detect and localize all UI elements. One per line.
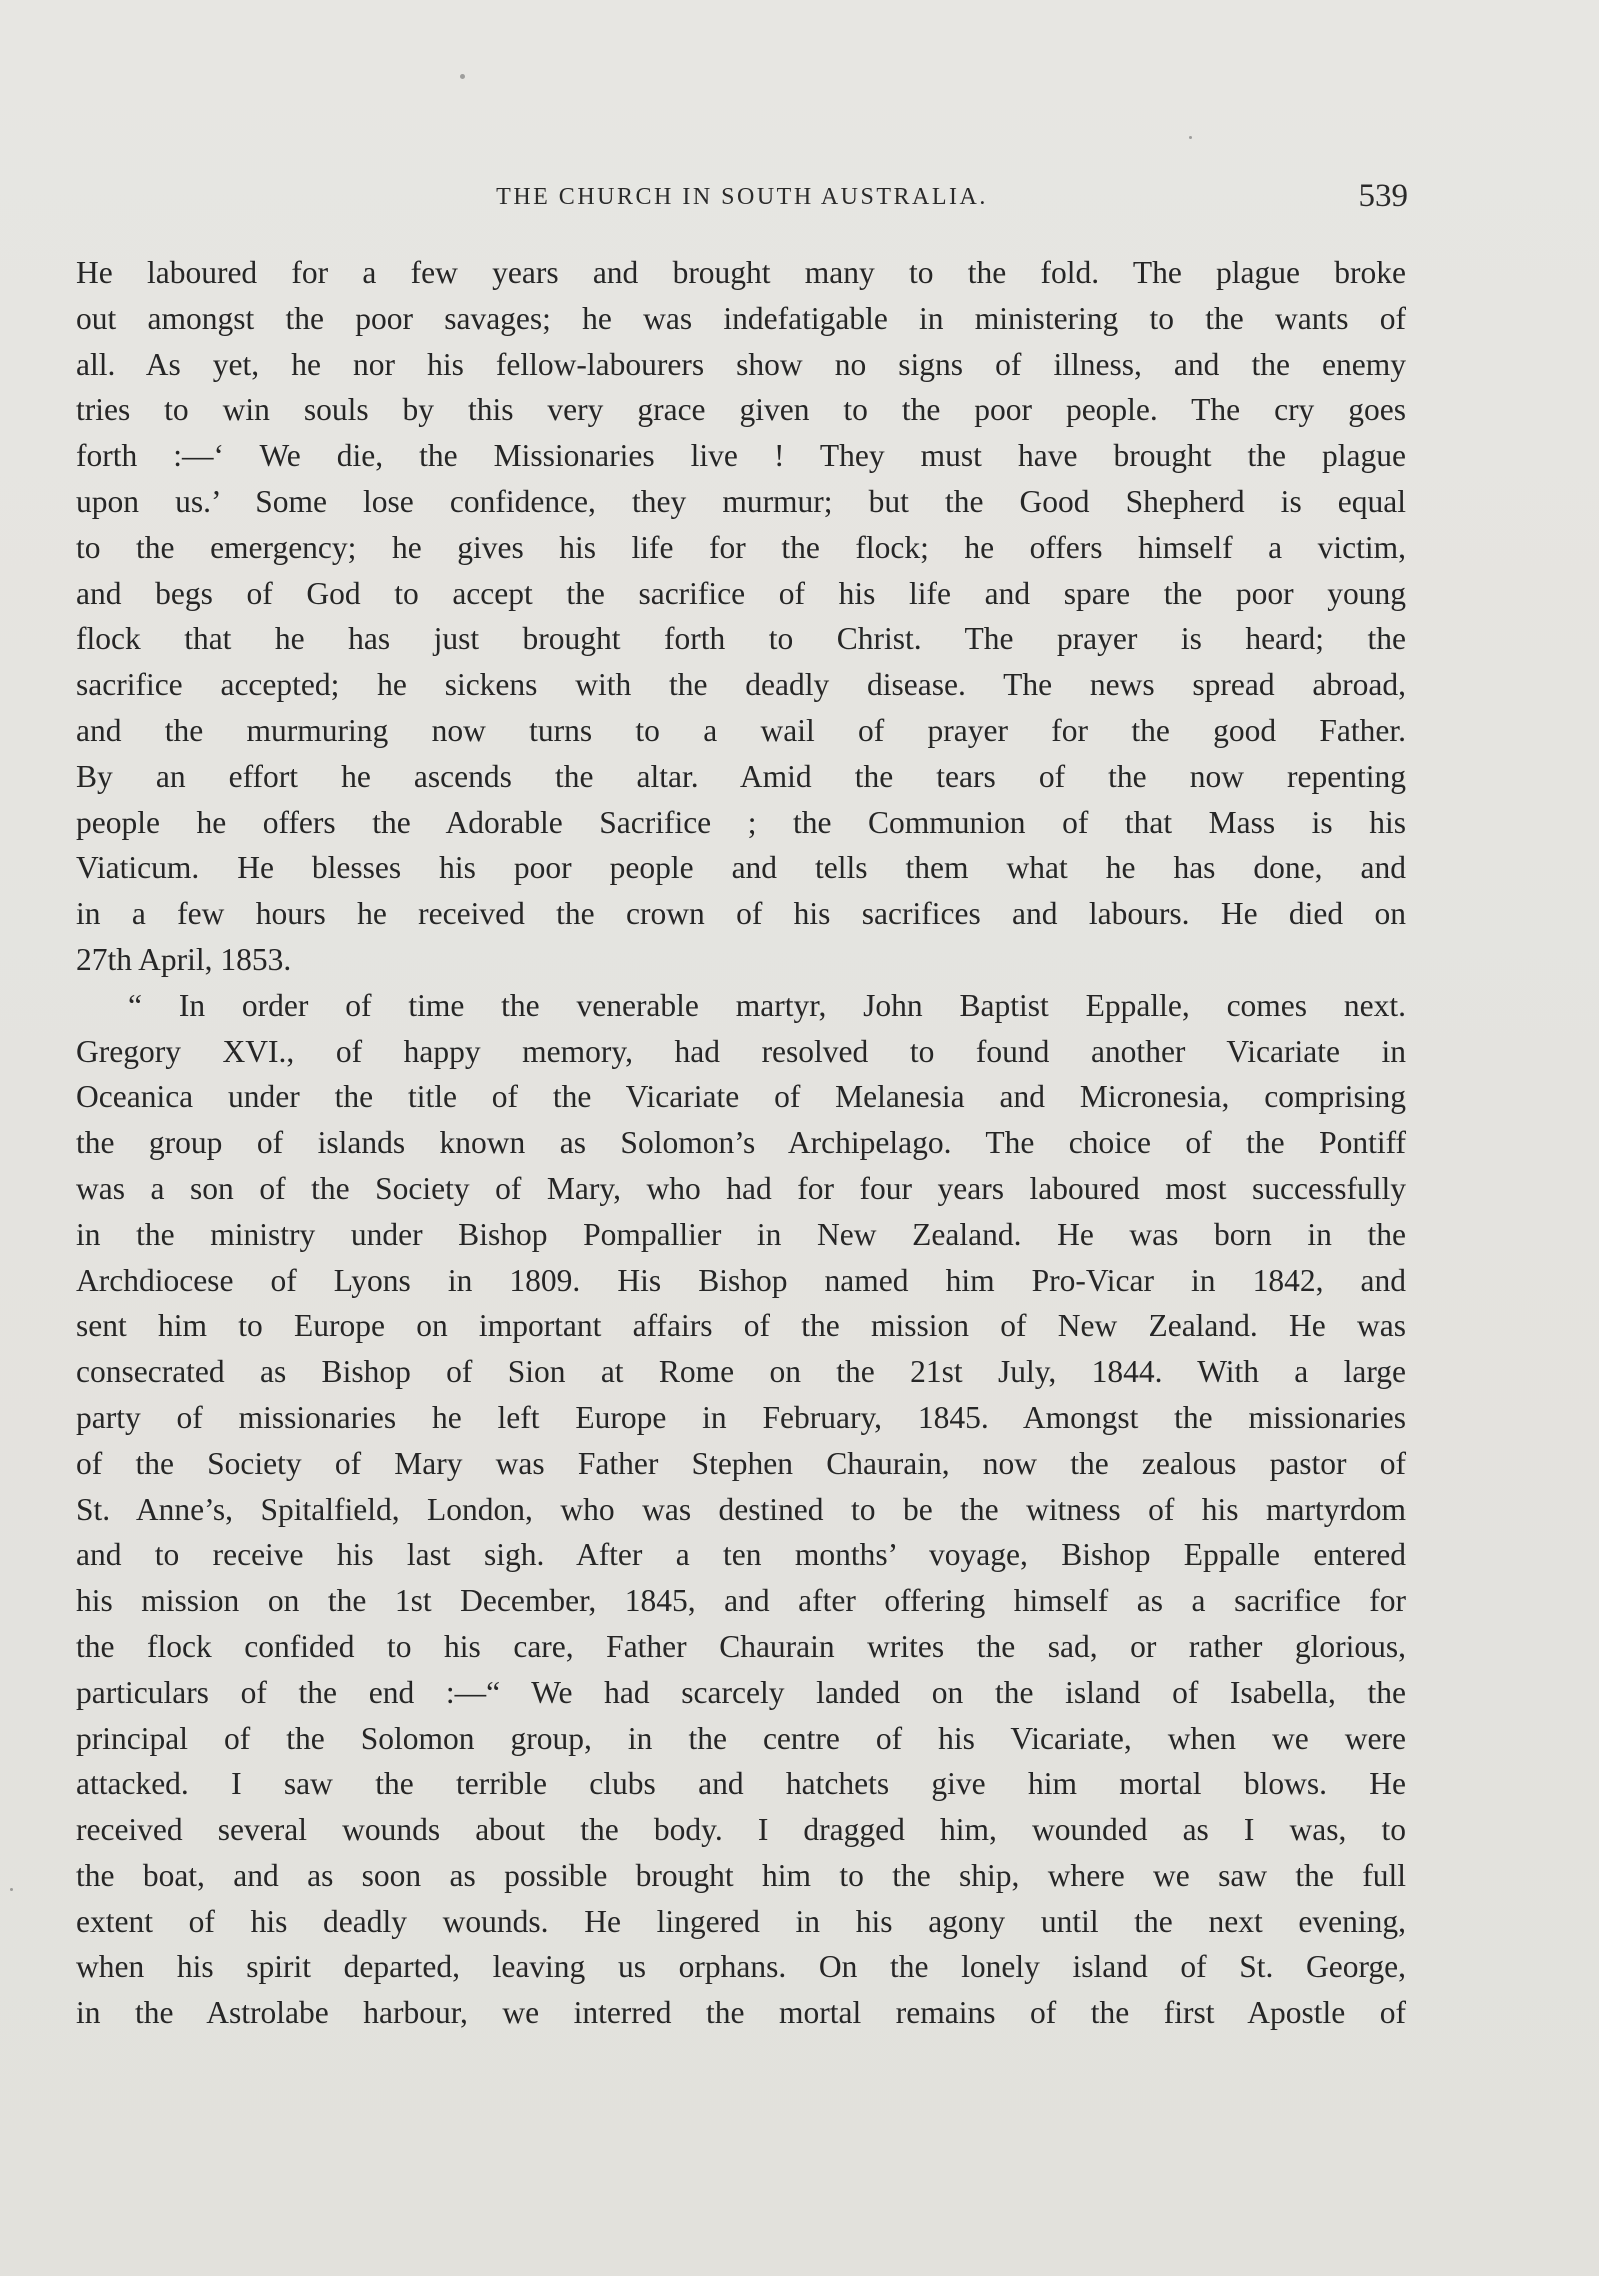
text-line: people he offers the Adorable Sacrifice ; the Communion of that Mass is his (76, 804, 1406, 840)
text-line: and to receive his last sigh. After a ten months’ voyage, Bishop Eppalle entered (76, 1537, 1406, 1573)
text-line: extent of his deadly wounds. He lingered in his agony until the next evening, (76, 1903, 1406, 1939)
running-head (76, 178, 1408, 218)
paper-speck (460, 74, 465, 79)
text-line: in the ministry under Bishop Pompallier in New Zealand. He was born in the (76, 1216, 1406, 1252)
text-line: the boat, and as soon as possible brought him to the ship, where we saw the full (76, 1857, 1406, 1893)
text-line: the flock confided to his care, Father Chaurain writes the sad, or rather glorious, (76, 1628, 1406, 1664)
text-line: out amongst the poor savages; he was indefatigable in ministering to the wants of (76, 300, 1406, 336)
text-line: the group of islands known as Solomon’s Archipelago. The choice of the Pontiff (76, 1125, 1406, 1161)
text-line: principal of the Solomon group, in the centre of his Vicariate, when we were (76, 1720, 1406, 1756)
text-line: particulars of the end :—“ We had scarcely landed on the island of Isabella, the (76, 1674, 1406, 1710)
text-line: 27th April, 1853. (76, 941, 292, 977)
text-line: was a son of the Society of Mary, who had for four years laboured most successfully (76, 1170, 1406, 1206)
text-line: received several wounds about the body. I dragged him, wounded as I was, to (76, 1812, 1406, 1848)
text-line: tries to win souls by this very grace given to the poor people. The cry goes (76, 392, 1406, 428)
text-line: party of missionaries he left Europe in February, 1845. Amongst the missionaries (76, 1399, 1406, 1435)
text-line: Oceanica under the title of the Vicariate of Melanesia and Micronesia, comprising (76, 1079, 1406, 1115)
paper-speck (1189, 136, 1192, 139)
paper-speck (10, 1888, 13, 1891)
text-line: in a few hours he received the crown of his sacrifices and labours. He died on (76, 896, 1406, 932)
text-line: St. Anne’s, Spitalfield, London, who was destined to be the witness of his martyrdom (76, 1491, 1406, 1527)
text-line: all. As yet, he nor his fellow-labourers show no signs of illness, and the enemy (76, 346, 1406, 382)
text-line: flock that he has just brought forth to Christ. The prayer is heard; the (76, 621, 1406, 657)
text-line: By an effort he ascends the altar. Amid the tears of the now repenting (76, 758, 1406, 794)
text-line: to the emergency; he gives his life for the flock; he offers himself a victim, (76, 529, 1406, 565)
text-line: of the Society of Mary was Father Stephen Chaurain, now the zealous pastor of (76, 1445, 1406, 1481)
text-line: sacrifice accepted; he sickens with the deadly disease. The news spread abroad, (76, 667, 1406, 703)
page-number: 539 (1358, 178, 1408, 214)
text-line: and the murmuring now turns to a wail of prayer for the good Father. (76, 712, 1406, 748)
text-line: upon us.’ Some lose confidence, they murmur; but the Good Shepherd is equal (76, 483, 1406, 519)
text-line: Viaticum. He blesses his poor people and tells them what he has done, and (76, 850, 1406, 886)
body-text (76, 250, 1406, 2036)
text-line: when his spirit departed, leaving us orphans. On the lonely island of St. George, (76, 1949, 1406, 1985)
text-line: and begs of God to accept the sacrifice of his life and spare the poor young (76, 575, 1406, 611)
text-line: “ In order of time the venerable martyr, John Baptist Eppalle, comes next. (128, 987, 1406, 1023)
text-line: forth :—‘ We die, the Missionaries live ! They must have brought the plague (76, 438, 1406, 474)
text-line: consecrated as Bishop of Sion at Rome on the 21st July, 1844. With a large (76, 1354, 1406, 1390)
running-title: THE CHURCH IN SOUTH AUSTRALIA. (496, 184, 988, 210)
text-line: Gregory XVI., of happy memory, had resolved to found another Vicariate in (76, 1033, 1406, 1069)
text-line: sent him to Europe on important affairs of the mission of New Zealand. He was (76, 1308, 1406, 1344)
text-line: in the Astrolabe harbour, we interred the mortal remains of the first Apostle of (76, 1995, 1406, 2031)
text-line: He laboured for a few years and brought many to the fold. The plague broke (76, 255, 1406, 290)
text-line: his mission on the 1st December, 1845, and after offering himself as a sacrifice for (76, 1583, 1406, 1619)
text-line: attacked. I saw the terrible clubs and hatchets give him mortal blows. He (76, 1766, 1406, 1802)
text-line: Archdiocese of Lyons in 1809. His Bishop named him Pro-Vicar in 1842, and (76, 1262, 1406, 1298)
